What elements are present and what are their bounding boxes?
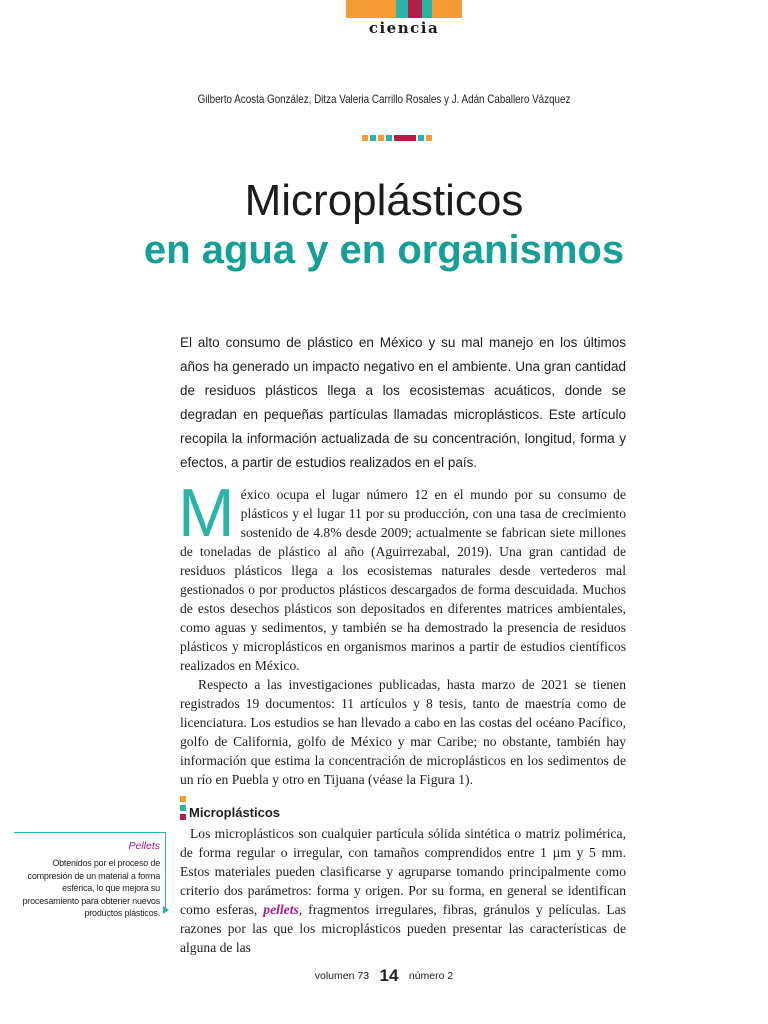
- glossary-rule-vertical: [165, 832, 166, 910]
- drop-cap: M: [178, 475, 235, 551]
- footer-volume: volumen 73: [314, 970, 370, 982]
- section-marker-icon: [180, 796, 186, 823]
- section-color-tab: [346, 0, 462, 18]
- page-number: 14: [379, 966, 399, 985]
- glossary-definition: Obtenidos por el proceso de compresión de un material a forma esférica, lo que mejora su procesamiento para obtener nuevos productos plásticos.: [22, 858, 160, 918]
- section-body: [180, 824, 626, 957]
- glossary-term: Pellets: [128, 840, 160, 852]
- article-body: [178, 475, 626, 789]
- page-footer: [0, 966, 768, 986]
- section-paragraph: [180, 824, 626, 957]
- section-heading: Microplásticos: [189, 805, 281, 820]
- section-label: ciencia: [368, 19, 440, 37]
- body-paragraph-text: éxico ocupa el lugar número 12 en el mundo por su consumo de plásticos y el lugar 11 por su producción, con una tasa de crecimiento sostenido de 4.8% desde 2009; actualmente se fabrican siete millones de toneladas de plástico al año (Aguirrezabal, 2019). Una gran cantidad de residuos plásticos llega a los ecosistemas naturales desde vertederos mal gestionados o por productos plásticos descargados de forma descuidada. Muchos de estos desechos plásticos son depositados en diferentes matrices ambientales, como aguas y sedimentos, y también se ha demostrado la presencia de residuos plásticos y microplásticos en organismos marinos a partir de estudios científicos realizados en México.: [180, 487, 626, 673]
- glossary-rule: [14, 832, 166, 833]
- article-authors: Gilberto Acosta González, Ditza Valeria Carrillo Rosales y J. Adán Caballero Vázquez: [197, 92, 571, 106]
- decorative-divider: [362, 135, 432, 141]
- body-paragraph: Respecto a las investigaciones publicadas, hasta marzo de 2021 se tienen registrados 19 documentos: 11 artículos y 8 tesis, tanto de maestría como de licenciatura. Los estudios se han llevado a cabo en las costas del océano Pacífico, golfo de California, golfo de México y mar Caribe; no obstante, también hay información que estima la concentración de microplásticos en los sedimentos de un río en Puebla y otro en Tijuana (véase la Figura 1).: [180, 677, 626, 787]
- body-paragraph: [178, 475, 626, 675]
- article-subtitle: en agua y en organismos: [143, 228, 625, 272]
- glossary-term-link[interactable]: pellets: [263, 902, 299, 917]
- arrow-right-icon: [163, 906, 169, 914]
- footer-issue: número 2: [408, 970, 454, 982]
- section-text-after: , fragmentos irregulares, fibras, gránulos y películas. Las razones por las que los microplásticos pueden presentar las características de alguna de las: [180, 902, 626, 955]
- section-text-before: Los microplásticos son cualquier partícula sólida sintética o matriz polimérica, de forma regular o irregular, con tamaños comprendidos entre 1 µm y 5 mm. Estos materiales pueden clasificarse y agruparse tomando principalmente como criterio dos parámetros: forma y origen. Por su forma, en general se identifican como esferas,: [180, 826, 626, 917]
- article-abstract: El alto consumo de plástico en México y su mal manejo en los últimos años ha generado un impacto negativo en el ambiente. Una gran cantidad de residuos plásticos llega a los ecosistemas acuáticos, donde se degradan en pequeñas partículas llamadas microplásticos. Este artículo recopila la información actualizada de su concentración, longitud, forma y efectos, a partir de estudios realizados en el país.: [180, 335, 626, 470]
- article-title: Microplásticos: [244, 176, 524, 225]
